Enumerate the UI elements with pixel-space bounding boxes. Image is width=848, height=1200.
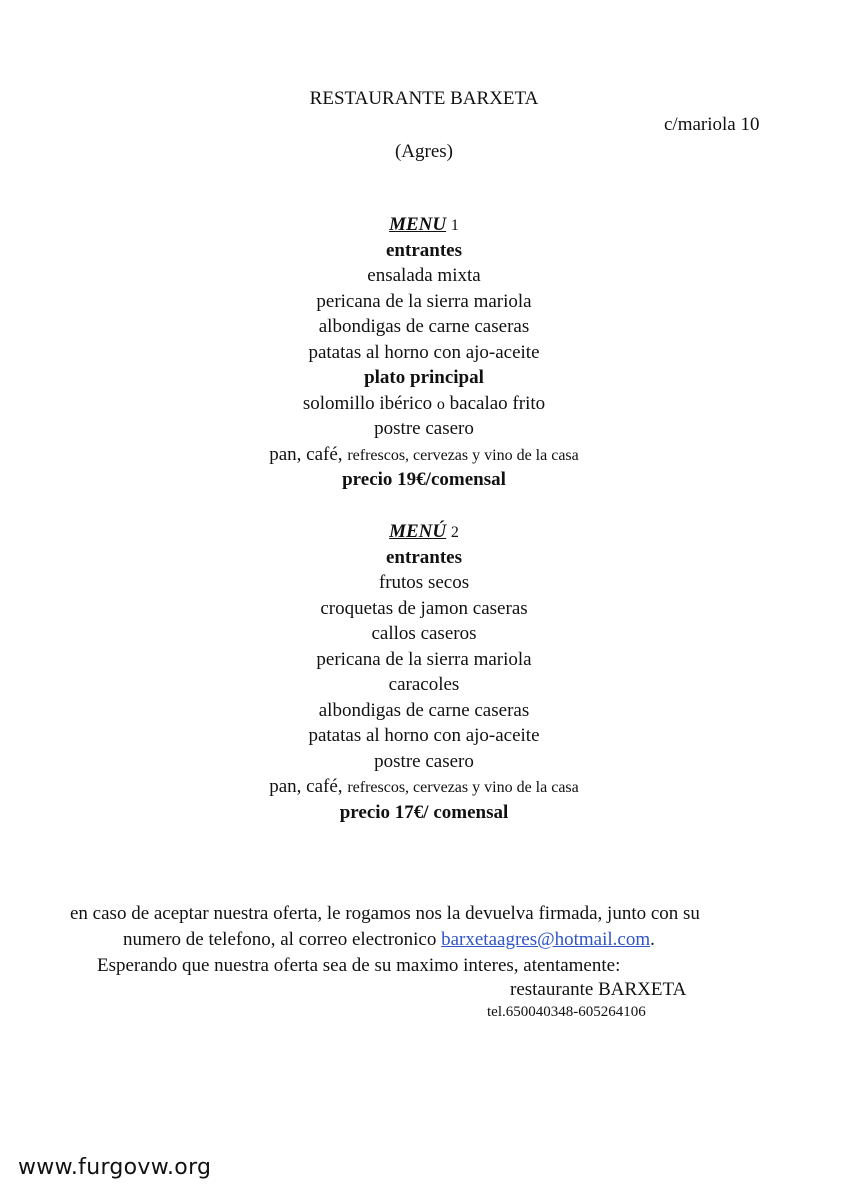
phone-numbers: tel.650040348-605264106 bbox=[487, 1004, 646, 1020]
section-label-entrantes: entrantes bbox=[386, 546, 462, 568]
principal-or: o bbox=[436, 395, 445, 413]
footer-line-1: en caso de aceptar nuestra oferta, le rogamos nos la devuelva firmada, junto con su bbox=[70, 903, 700, 924]
menu-item: croquetas de jamon caseras bbox=[320, 597, 528, 619]
menu-item: patatas al horno con ajo-aceite bbox=[308, 725, 540, 746]
menu-extras bbox=[0, 442, 848, 468]
footer-line-2-text: numero de telefono, al correo electronico bbox=[123, 929, 437, 950]
restaurant-title: RESTAURANTE BARXETA bbox=[309, 88, 539, 109]
menu-heading bbox=[0, 212, 848, 238]
email-link[interactable]: barxetaagres@hotmail.com bbox=[441, 929, 651, 950]
menu-item: patatas al horno con ajo-aceite bbox=[308, 341, 540, 363]
menu-number: 1 bbox=[450, 217, 459, 234]
principal-option-a: solomillo ibérico bbox=[302, 392, 433, 414]
restaurant-town: (Agres) bbox=[394, 141, 454, 162]
menu-item: albondigas de carne caseras bbox=[318, 699, 530, 721]
signature: restaurante BARXETA bbox=[510, 979, 687, 1000]
extras-small: refrescos, cervezas y vino de la casa bbox=[347, 779, 579, 796]
menu-2 bbox=[0, 519, 848, 825]
extras-main: pan, café, bbox=[269, 443, 343, 465]
menu-price: precio 19€/comensal bbox=[342, 469, 506, 490]
footer-line-3: Esperando que nuestra oferta sea de su maximo interes, atentamente: bbox=[97, 955, 621, 976]
extras-main: pan, café, bbox=[269, 776, 343, 797]
menu-item: albondigas de carne caseras bbox=[318, 316, 530, 337]
footer-line-2-end: . bbox=[650, 929, 655, 950]
extras-small: refrescos, cervezas y vino de la casa bbox=[347, 446, 579, 464]
menu-item: ensalada mixta bbox=[367, 265, 481, 286]
menu-item: pericana de la sierra mariola bbox=[316, 648, 532, 670]
restaurant-address: c/mariola 10 bbox=[664, 114, 760, 135]
menu-heading bbox=[0, 519, 848, 545]
menu-extras bbox=[0, 774, 848, 800]
menu-price: precio 17€/ comensal bbox=[339, 801, 509, 823]
menu-item-principal bbox=[0, 391, 848, 417]
menu-item: frutos secos bbox=[378, 572, 470, 593]
menu-1 bbox=[0, 212, 848, 493]
menu-item: pericana de la sierra mariola bbox=[316, 290, 532, 312]
principal-option-b: bacalao frito bbox=[449, 392, 546, 414]
menu-item-postre: postre casero bbox=[374, 418, 474, 439]
menu-item-postre: postre casero bbox=[374, 750, 474, 772]
menu-item: callos caseros bbox=[371, 623, 477, 644]
section-label-principal: plato principal bbox=[364, 367, 484, 388]
section-label-entrantes: entrantes bbox=[386, 239, 462, 261]
menu-number: 2 bbox=[450, 524, 459, 541]
footer-line-2 bbox=[123, 929, 655, 951]
watermark: www.furgovw.org bbox=[18, 1155, 212, 1180]
menu-name: MENÚ bbox=[389, 521, 447, 542]
menu-item: caracoles bbox=[388, 674, 460, 695]
menu-name: MENU bbox=[389, 214, 447, 235]
